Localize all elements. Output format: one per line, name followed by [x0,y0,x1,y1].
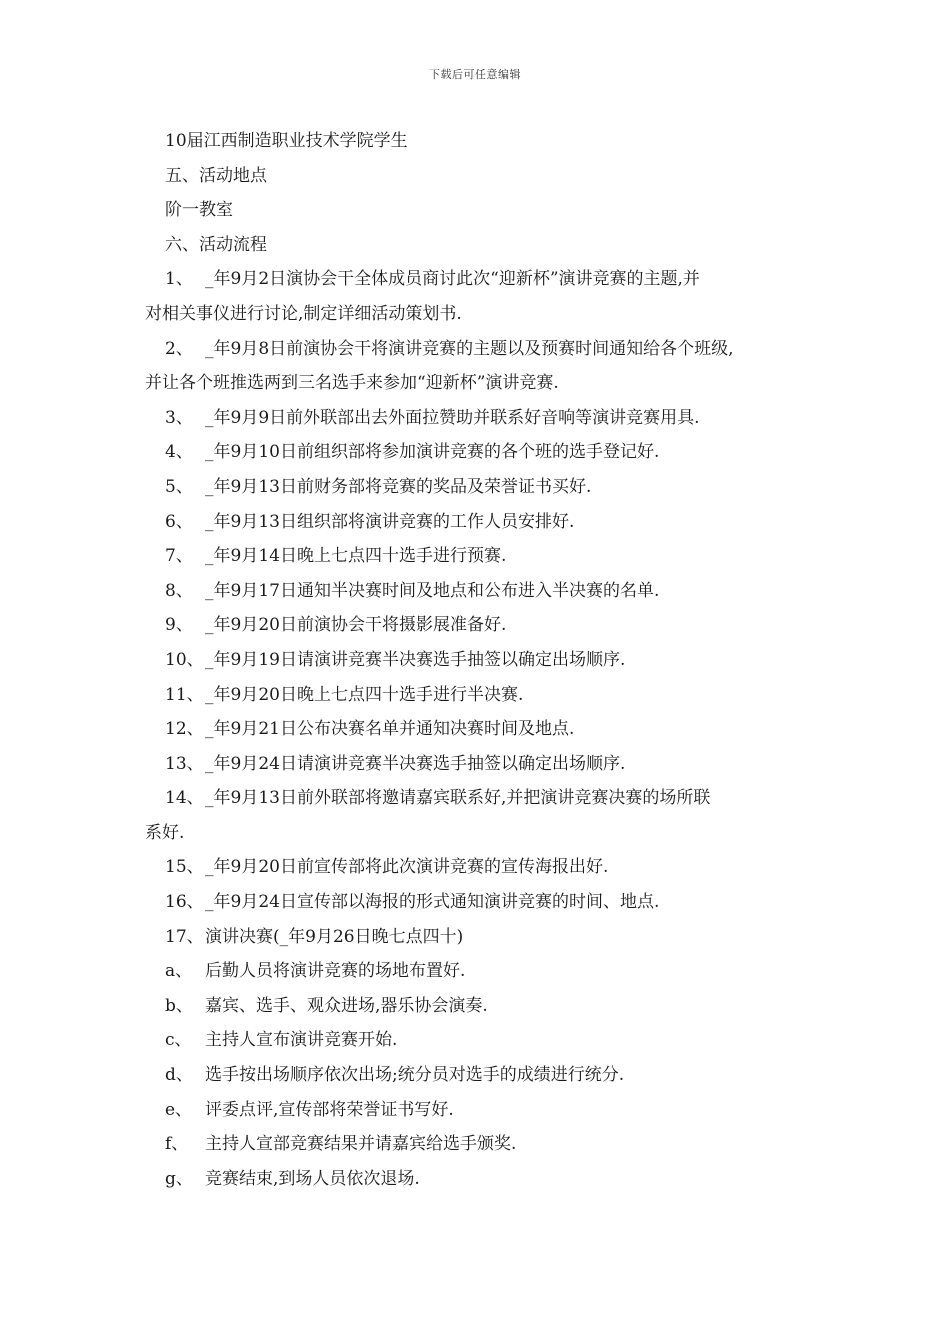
process-step-text: _年9月24日宣传部以海报的形式通知演讲竞赛的时间、地点. [205,892,660,913]
process-step-text: _年9月2日演协会干全体成员商讨此次“迎新杯”演讲竞赛的主题,并 [205,269,700,290]
process-step-number: 13、 [165,753,204,774]
process-step-text: _年9月10日前组织部将参加演讲竞赛的各个班的选手登记好. [205,442,660,463]
final-substep-item [145,1127,810,1162]
final-substep-number: c、 [165,1030,192,1051]
process-step-number: 8、 [165,580,193,601]
process-step-number: 5、 [165,476,193,497]
process-step-item [145,678,810,713]
final-substep-number: b、 [165,995,193,1016]
process-step-item [145,574,810,609]
process-step-number: 16、 [165,892,204,913]
final-substep-item [145,989,810,1024]
process-step-text: _年9月14日晚上七点四十选手进行预赛. [205,546,507,567]
process-step-number: 7、 [165,546,193,567]
process-step-number: 4、 [165,442,193,463]
process-step-number: 17、 [165,926,204,947]
final-substep-list [145,954,810,1196]
section-heading-location: 五、活动地点 [165,165,267,186]
process-step-number: 10、 [165,649,204,670]
final-substep-text: 评委点评,宣传部将荣誉证书写好. [205,1099,454,1120]
final-substep-text: 选手按出场顺序依次出场;统分员对选手的成绩进行统分. [205,1065,625,1086]
process-step-text: _年9月8日前演协会干将演讲竞赛的主题以及预赛时间通知给各个班级, [205,338,734,359]
final-substep-number: a、 [165,961,193,982]
final-substep-item [145,1023,810,1058]
final-substep-number: g、 [165,1168,193,1189]
process-step-text: _年9月13日前外联部将邀请嘉宾联系好,并把演讲竞赛决赛的场所联 [205,788,711,809]
process-step-item [145,747,810,782]
process-step-item [145,505,810,540]
process-step-number: 3、 [165,407,193,428]
page-header-note: 下载后可任意编辑 [429,68,521,81]
process-step-item [145,262,810,297]
process-step-text: _年9月20日前演协会干将摄影展准备好. [205,615,507,636]
final-substep-item [145,1093,810,1128]
process-step-text: _年9月13日前财务部将竞赛的奖品及荣誉证书买好. [205,476,592,497]
final-substep-text: 竞赛结束,到场人员依次退场. [205,1168,420,1189]
location-text: 阶一教室 [165,200,233,221]
process-step-item [145,435,810,470]
process-step-text: _年9月17日通知半决赛时间及地点和公布进入半决赛的名单. [205,580,660,601]
final-substep-item [145,954,810,989]
process-step-item [145,712,810,747]
process-step-item [145,850,810,885]
process-step-number: 14、 [165,788,204,809]
participants-line: 10届江西制造职业技术学院学生 [165,131,408,151]
final-substep-text: 嘉宾、选手、观众进场,器乐协会演奏. [205,995,488,1016]
process-step-text: _年9月13日组织部将演讲竞赛的工作人员安排好. [205,511,575,532]
final-substep-item [145,1162,810,1197]
section-heading-process: 六、活动流程 [165,234,267,255]
process-step-text: _年9月9日前外联部出去外面拉赞助并联系好音响等演讲竞赛用具. [205,407,700,428]
process-step-item [145,643,810,678]
final-substep-number: d、 [165,1065,193,1086]
process-step-number: 11、 [165,684,204,705]
process-step-number: 15、 [165,857,204,878]
process-step-number: 1、 [165,269,193,290]
final-substep-text: 后勤人员将演讲竞赛的场地布置好. [205,961,466,982]
process-step-item [145,470,810,505]
process-step-number: 9、 [165,615,193,636]
process-step-text: _年9月24日请演讲竞赛半决赛选手抽签以确定出场顺序. [205,753,626,774]
process-step-list [145,262,810,954]
process-step-text: _年9月20日晚上七点四十选手进行半决赛. [205,684,524,705]
process-step-item [145,885,810,920]
process-step-number: 6、 [165,511,193,532]
process-step-item [145,332,810,367]
final-substep-number: e、 [165,1099,193,1120]
final-substep-number: f、 [165,1134,189,1155]
process-step-number: 2、 [165,338,193,359]
process-step-continuation: 并让各个班推选两到三名选手来参加“迎新杯”演讲竞赛. [145,373,559,394]
final-substep-text: 主持人宣部竞赛结果并请嘉宾给选手颁奖. [205,1134,517,1155]
process-step-item [145,539,810,574]
process-step-number: 12、 [165,719,204,740]
process-step-continuation: 对相关事仪进行讨论,制定详细活动策划书. [145,303,462,324]
process-step-item [145,608,810,643]
process-step-text: _年9月19日请演讲竞赛半决赛选手抽签以确定出场顺序. [205,649,626,670]
process-step-item [145,781,810,816]
final-substep-text: 主持人宣布演讲竞赛开始. [205,1030,398,1051]
process-step-item [145,401,810,436]
process-step-text: _年9月21日公布决赛名单并通知决赛时间及地点. [205,719,575,740]
process-step-text: 演讲决赛(_年9月26日晚七点四十) [205,926,464,947]
process-step-continuation: 系好. [145,822,185,843]
document-body [145,124,810,1196]
final-substep-item [145,1058,810,1093]
process-step-item [145,920,810,955]
process-step-text: _年9月20日前宣传部将此次演讲竞赛的宣传海报出好. [205,857,609,878]
